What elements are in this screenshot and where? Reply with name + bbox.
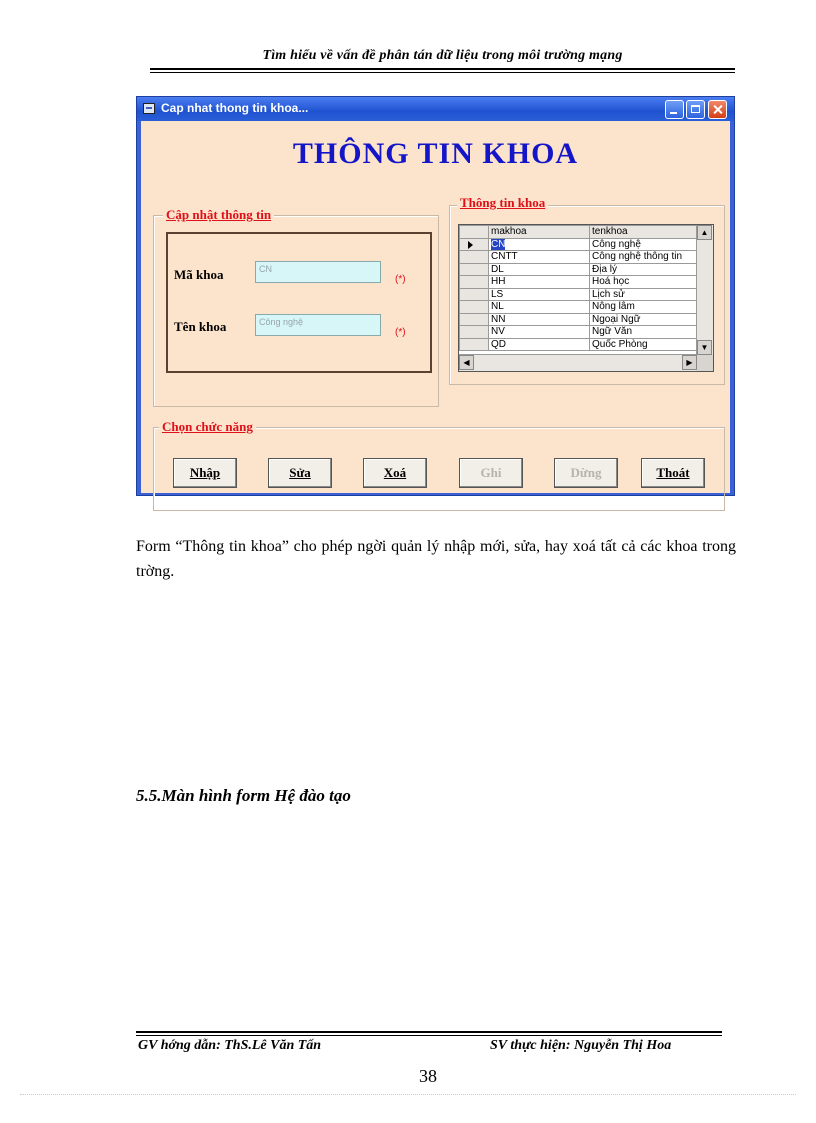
function-group-legend: Chọn chức năng — [159, 419, 256, 435]
scroll-right-icon[interactable]: ▶ — [682, 355, 697, 370]
row-selector-header — [460, 226, 489, 239]
ma-khoa-label: Mã khoa — [174, 267, 224, 282]
sua-button[interactable] — [268, 458, 332, 488]
page-number: 38 — [419, 1066, 437, 1086]
cell-tenkhoa[interactable]: Ngữ Văn — [590, 326, 699, 339]
cell-makhoa[interactable]: QD — [489, 338, 590, 351]
app-window — [136, 96, 735, 496]
header-rule-thin — [150, 72, 735, 73]
row-selector[interactable] — [460, 288, 489, 301]
ten-khoa-input[interactable]: Công nghệ — [255, 314, 381, 336]
cell-tenkhoa[interactable]: Công nghệ thông tin — [590, 251, 699, 264]
dung-button-label: Dừng — [570, 465, 602, 480]
table-row[interactable] — [460, 326, 699, 339]
description-paragraph: Form “Thông tin khoa” cho phép ngời quản lý nhập mới, sửa, hay xoá tất cả các khoa trong trờng. — [136, 538, 736, 580]
update-inner-frame — [166, 232, 432, 373]
cell-tenkhoa[interactable]: Hoá học — [590, 276, 699, 289]
update-group-legend: Cập nhật thông tin — [163, 207, 274, 223]
cell-makhoa[interactable]: LS — [489, 288, 590, 301]
scroll-left-icon[interactable]: ◀ — [459, 355, 474, 370]
ma-khoa-required: (*) — [395, 274, 406, 285]
page-header: Tìm hiểu về vấn đề phân tán dữ liệu trong môi trường mạng — [262, 48, 623, 63]
row-selector[interactable] — [460, 301, 489, 314]
row-selector[interactable] — [460, 238, 489, 251]
cell-makhoa[interactable]: NN — [489, 313, 590, 326]
grid-group-legend: Thông tin khoa — [457, 195, 548, 211]
vertical-scrollbar[interactable] — [696, 225, 713, 355]
page-bottom-dotted-line — [20, 1094, 796, 1095]
sua-button-label: Sửa — [289, 465, 311, 480]
window-title: Cap nhat thong tin khoa... — [161, 101, 309, 115]
app-icon — [143, 103, 155, 114]
datagrid-table — [459, 225, 699, 351]
maximize-button[interactable] — [686, 100, 705, 119]
ghi-button[interactable] — [459, 458, 523, 488]
ghi-button-label: Ghi — [480, 465, 502, 480]
row-selector[interactable] — [460, 338, 489, 351]
horizontal-scrollbar[interactable] — [459, 354, 697, 371]
table-row[interactable] — [460, 238, 699, 251]
section-title: 5.5.Màn hình form Hệ đào tạo — [136, 786, 351, 805]
cell-makhoa[interactable]: CNTT — [489, 251, 590, 264]
thoat-button[interactable] — [641, 458, 705, 488]
cell-makhoa[interactable]: NL — [489, 301, 590, 314]
nhap-button-label: Nhập — [189, 465, 221, 480]
nhap-button[interactable] — [173, 458, 237, 488]
grid-header-row — [460, 226, 699, 239]
cell-tenkhoa[interactable]: Địa lý — [590, 263, 699, 276]
scroll-up-icon[interactable]: ▲ — [697, 225, 712, 240]
cell-tenkhoa[interactable]: Lịch sử — [590, 288, 699, 301]
cell-makhoa[interactable]: HH — [489, 276, 590, 289]
cell-tenkhoa[interactable]: Ngoại Ngữ — [590, 313, 699, 326]
cell-tenkhoa[interactable]: Công nghệ — [590, 238, 699, 251]
table-row[interactable] — [460, 276, 699, 289]
row-selector[interactable] — [460, 263, 489, 276]
table-row[interactable] — [460, 301, 699, 314]
ten-khoa-required: (*) — [395, 327, 406, 338]
form-heading: THÔNG TIN KHOA — [292, 137, 579, 170]
title-bar[interactable] — [137, 97, 734, 121]
column-header-makhoa[interactable]: makhoa — [489, 226, 590, 239]
cell-tenkhoa[interactable]: Nông lâm — [590, 301, 699, 314]
dung-button[interactable] — [554, 458, 618, 488]
footer-instructor: GV hớng dẫn: ThS.Lê Văn Tấn — [138, 1038, 322, 1053]
table-row[interactable] — [460, 263, 699, 276]
header-rule — [150, 68, 735, 70]
row-selector[interactable] — [460, 276, 489, 289]
row-selector[interactable] — [460, 313, 489, 326]
form-client-area — [141, 121, 730, 493]
cell-makhoa-selected[interactable]: CN — [491, 238, 506, 250]
table-row[interactable] — [460, 288, 699, 301]
function-group — [153, 427, 725, 511]
cell-makhoa[interactable]: DL — [489, 263, 590, 276]
minimize-button[interactable] — [665, 100, 684, 119]
close-button[interactable] — [708, 100, 727, 119]
column-header-tenkhoa[interactable]: tenkhoa — [590, 226, 699, 239]
current-row-arrow-icon — [468, 241, 473, 249]
thoat-button-label: Thoát — [656, 465, 690, 480]
ten-khoa-label: Tên khoa — [174, 319, 227, 334]
row-selector[interactable] — [460, 326, 489, 339]
table-row[interactable] — [460, 313, 699, 326]
xoa-button[interactable] — [363, 458, 427, 488]
row-selector[interactable] — [460, 251, 489, 264]
khoa-datagrid[interactable] — [458, 224, 714, 372]
footer-student: SV thực hiện: Nguyễn Thị Hoa — [490, 1038, 672, 1053]
table-row[interactable] — [460, 338, 699, 351]
cell-makhoa[interactable]: NV — [489, 326, 590, 339]
footer-rule-thin — [136, 1035, 722, 1036]
xoa-button-label: Xoá — [383, 465, 407, 480]
footer-rule — [136, 1031, 722, 1033]
scroll-corner — [697, 355, 713, 371]
ma-khoa-input[interactable]: CN — [255, 261, 381, 283]
cell-tenkhoa[interactable]: Quốc Phòng — [590, 338, 699, 351]
table-row[interactable] — [460, 251, 699, 264]
cell-makhoa[interactable] — [489, 238, 590, 251]
scroll-down-icon[interactable]: ▼ — [697, 340, 712, 355]
